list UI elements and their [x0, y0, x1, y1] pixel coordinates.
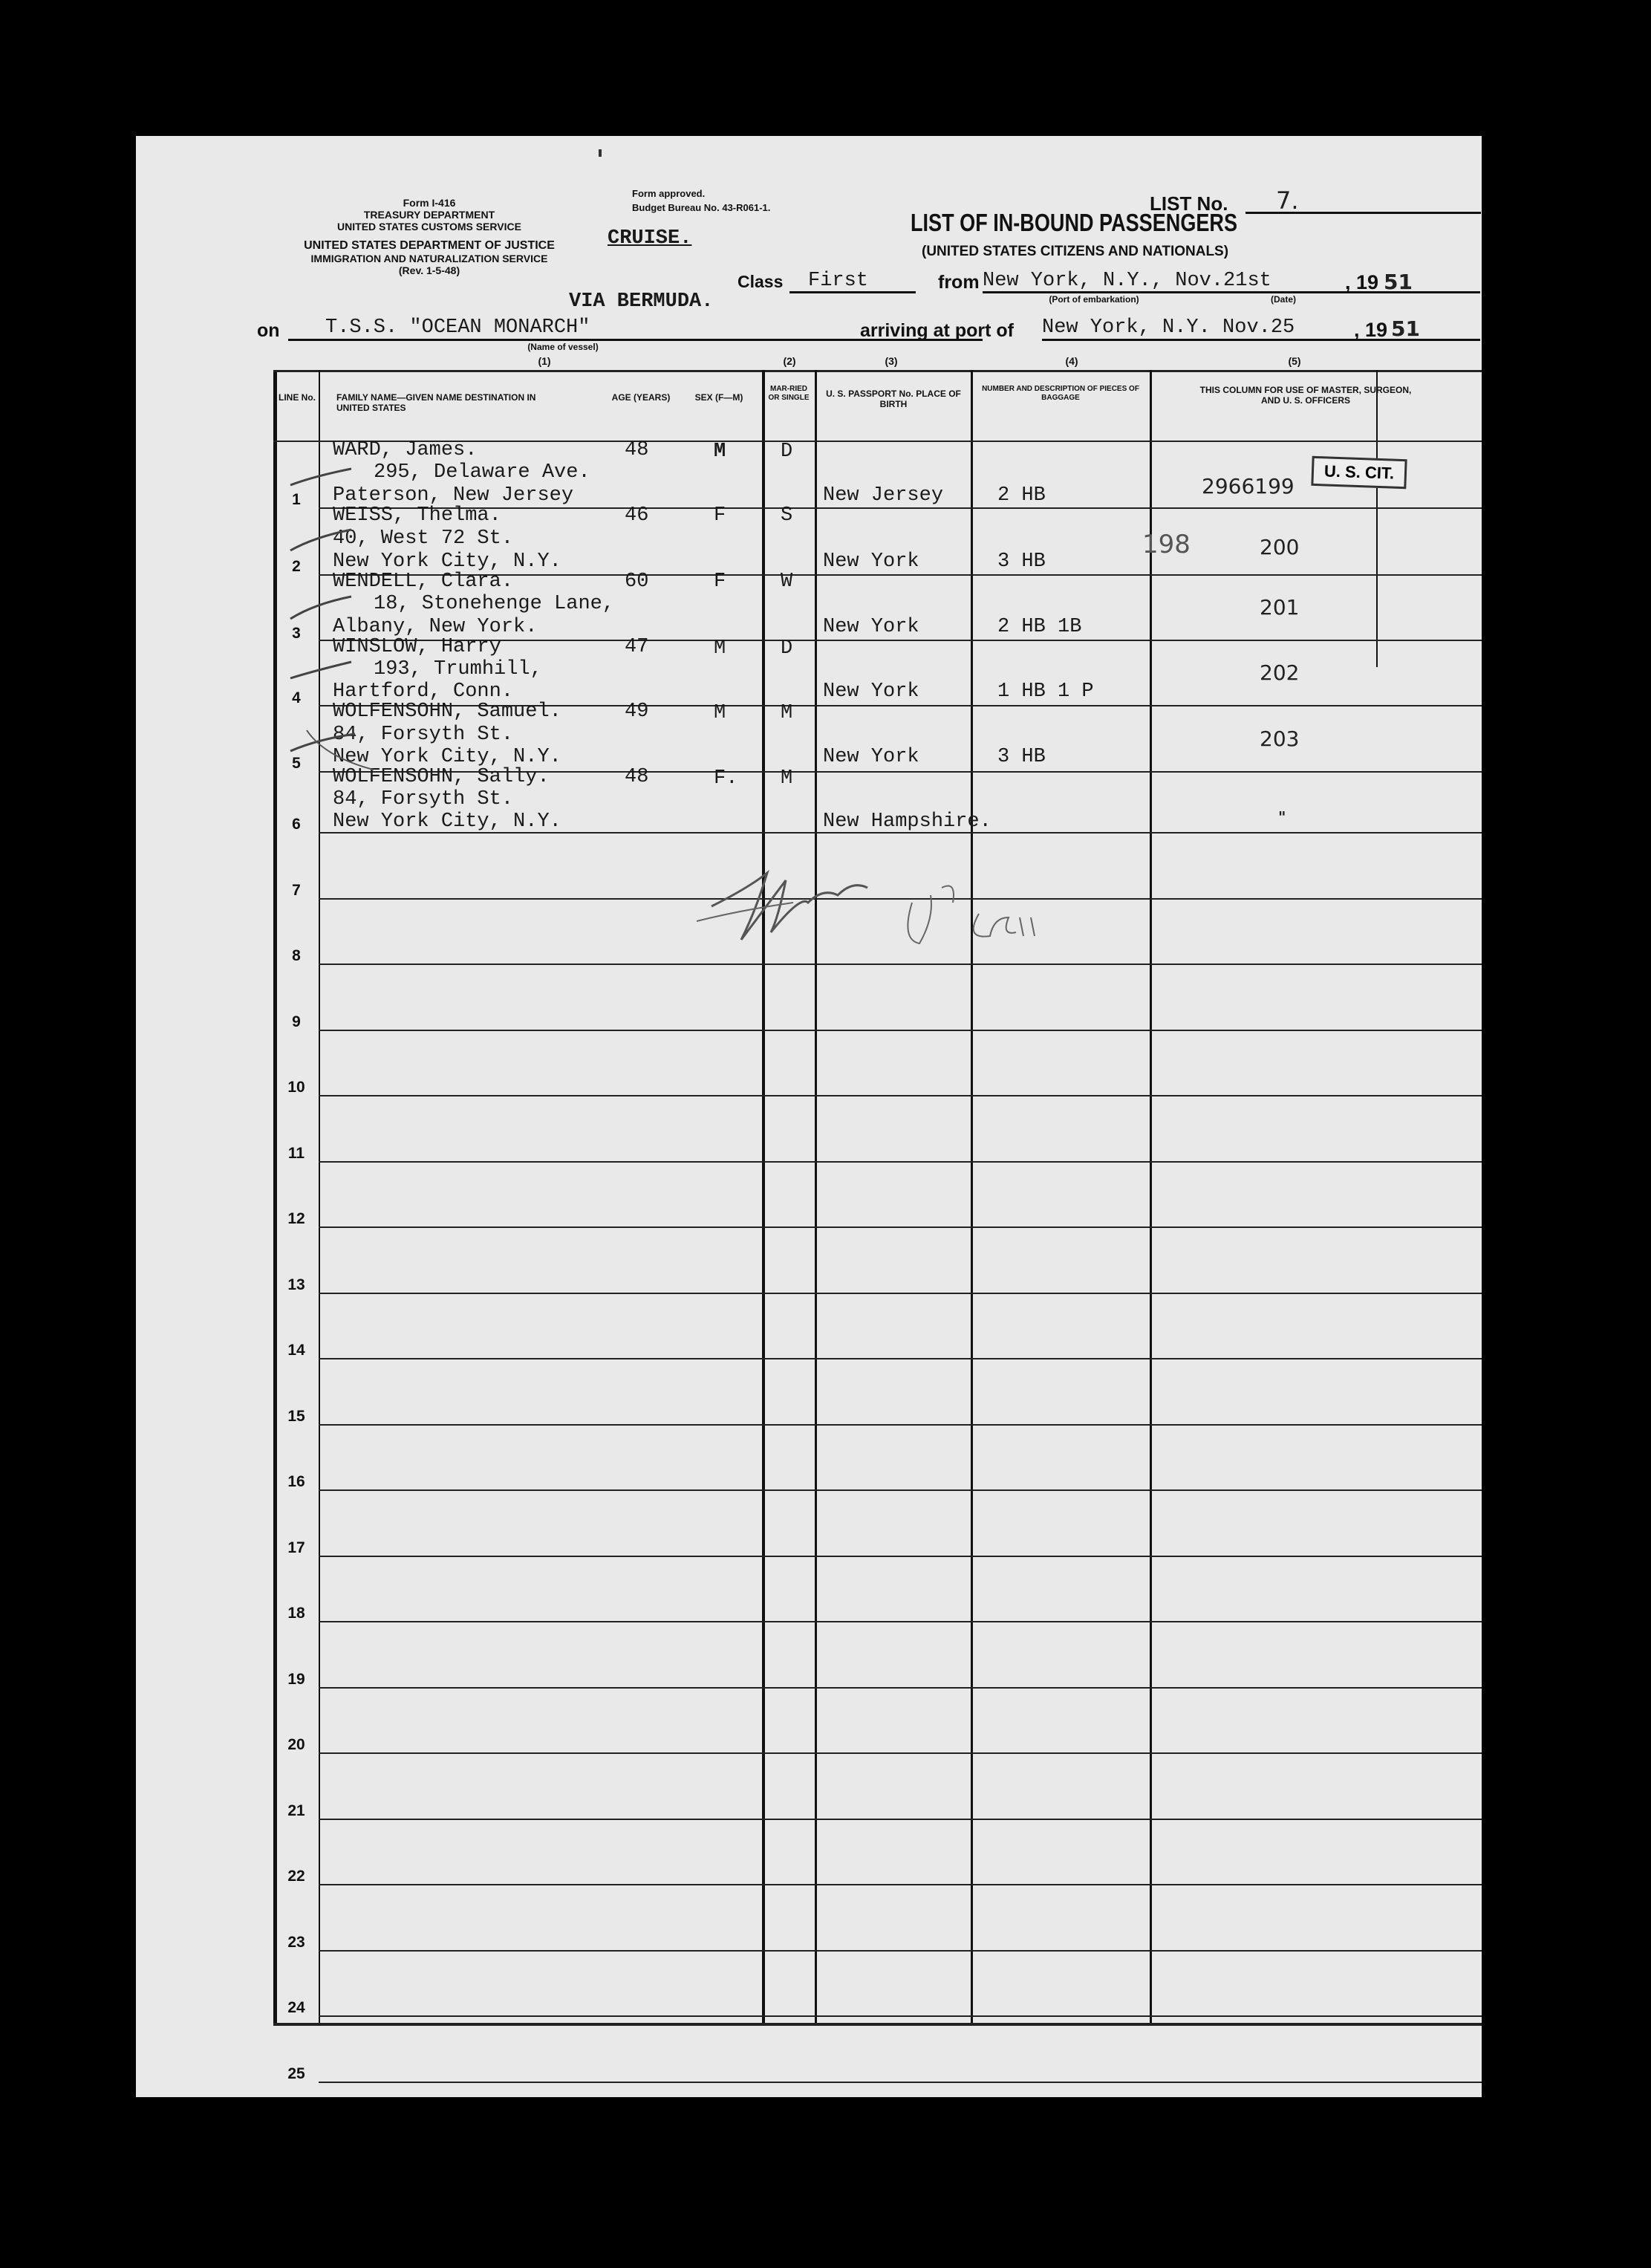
passenger-birthplace: New York [823, 616, 919, 638]
col-number-5: (5) [1288, 355, 1301, 367]
class-value: First [808, 270, 869, 292]
line-number: 12 [287, 1210, 305, 1227]
passenger-sex: F [714, 571, 726, 593]
class-underline [789, 291, 916, 293]
passenger-marital: S [781, 504, 793, 527]
passenger-city: New York City, N.Y. [333, 550, 561, 573]
passenger-marital: D [781, 637, 793, 660]
passenger-name: WARD, James. [333, 439, 478, 461]
line-number: 24 [287, 1999, 305, 2016]
line-number: 18 [287, 1605, 305, 1622]
row-line [319, 1095, 1482, 1096]
passenger-city: New York City, N.Y. [333, 746, 561, 768]
passenger-address: 84, Forsyth St. [333, 788, 514, 810]
line-number: 13 [287, 1276, 305, 1293]
passenger-birthplace: New York [823, 680, 919, 703]
row-line [319, 1424, 1482, 1426]
line-number: 6 [292, 816, 301, 833]
line-number: 22 [287, 1868, 305, 1885]
passenger-birthplace: New York [823, 746, 919, 768]
check-mark-icon [290, 469, 351, 485]
line-number: 2 [292, 558, 301, 575]
officer-number: 201 [1260, 595, 1300, 620]
check-mark-icon [290, 530, 351, 550]
table-top-border [273, 370, 1482, 372]
passenger-city: Paterson, New Jersey [333, 484, 574, 507]
list-no-underline [1245, 212, 1481, 214]
passenger-name: WOLFENSOHN, Sally. [333, 766, 550, 788]
line-number: 9 [292, 1013, 301, 1030]
header-married: MAR-RIED OR SINGLE [768, 385, 810, 402]
agency-customs: UNITED STATES CUSTOMS SERVICE [337, 221, 521, 233]
passenger-address: 40, West 72 St. [333, 527, 514, 550]
row-line [319, 1687, 1482, 1689]
passenger-sex: M [714, 702, 726, 724]
officer-extra-number: 198 [1142, 530, 1191, 559]
header-baggage: NUMBER AND DESCRIPTION OF PIECES OF BAGGAGE [982, 385, 1139, 402]
manifest-title: LIST OF IN-BOUND PASSENGERS [911, 209, 1238, 236]
row-line [319, 1752, 1482, 1754]
table-left-border [273, 370, 277, 2023]
passenger-name: WENDELL, Clara. [333, 571, 514, 593]
line-number: 10 [287, 1079, 305, 1096]
port-caption: (Port of embarkation) [1049, 294, 1139, 305]
on-label: on [257, 320, 280, 341]
passenger-address: 18, Stonehenge Lane, [374, 593, 615, 615]
line-number: 3 [292, 625, 301, 642]
from-year-prefix: , 19 [1345, 271, 1379, 293]
row-line [319, 1293, 1482, 1294]
passenger-baggage: 3 HB [997, 550, 1046, 573]
arriving-year-prefix: , 19 [1354, 319, 1388, 341]
line-number: 21 [287, 1802, 305, 1819]
col-number-3: (3) [885, 355, 898, 367]
row-line [319, 1358, 1482, 1359]
line-number: 11 [287, 1145, 305, 1162]
row-line [319, 1950, 1482, 1952]
passenger-age: 49 [625, 701, 649, 723]
manifest-subtitle: (UNITED STATES CITIZENS AND NATIONALS) [922, 244, 1229, 259]
form-revision: (Rev. 1-5-48) [398, 264, 460, 276]
line-number: 23 [287, 1934, 305, 1951]
row-line [319, 1819, 1482, 1820]
budget-bureau: Budget Bureau No. 43-R061-1. [632, 202, 771, 213]
header-officers: THIS COLUMN FOR USE OF MASTER, SURGEON, AND U. S. OFFICERS [1199, 385, 1412, 406]
passenger-age: 46 [625, 504, 649, 527]
arriving-value: New York, N.Y. Nov.25 [1042, 316, 1295, 339]
vessel-name: T.S.S. "OCEAN MONARCH" [325, 316, 590, 339]
header-age: AGE (YEARS) [611, 392, 671, 403]
passenger-birthplace: New Hampshire. [823, 810, 991, 833]
row-line [319, 2015, 1482, 2017]
line-number: 20 [287, 1736, 305, 1753]
passenger-city: Hartford, Conn. [333, 680, 514, 703]
line-number: 5 [292, 755, 301, 772]
line-number: 1 [292, 491, 301, 508]
row-line [319, 1161, 1482, 1163]
passenger-baggage: 3 HB [997, 746, 1046, 768]
passenger-baggage: 1 HB 1 P [997, 680, 1094, 703]
col-divider-baggage [971, 370, 973, 2023]
from-label: from [938, 272, 980, 293]
passenger-marital: M [781, 767, 793, 790]
from-value: New York, N.Y., Nov.21st [983, 270, 1271, 292]
header-passport: U. S. PASSPORT No. PLACE OF BIRTH [826, 389, 961, 409]
row-line [319, 1489, 1482, 1491]
list-no-value: 7. [1276, 186, 1299, 215]
line-number: 17 [287, 1539, 305, 1556]
col-divider-officers [1150, 370, 1152, 2023]
agency-treasury: TREASURY DEPARTMENT [363, 209, 495, 221]
passenger-age: 60 [625, 571, 649, 593]
officer-number: 200 [1260, 535, 1300, 559]
list-no-label: LIST No. [1150, 192, 1228, 215]
passenger-name: WEISS, Thelma. [333, 504, 501, 527]
passenger-address: 193, Trumhill, [374, 658, 542, 680]
via-route: VIA BERMUDA. [569, 290, 714, 313]
passenger-marital: M [781, 702, 793, 724]
officer-ditto: " [1278, 808, 1286, 826]
officer-number: 2966199 [1202, 474, 1295, 498]
officer-number: 202 [1260, 660, 1300, 685]
col-divider-officers-inner [1376, 370, 1378, 667]
header-name: FAMILY NAME—GIVEN NAME DESTINATION IN UNITED STATES [336, 392, 536, 413]
line-number: 15 [287, 1408, 305, 1425]
table-bottom-border [273, 2023, 1482, 2026]
row-line [319, 964, 1482, 965]
row-line [319, 1556, 1482, 1557]
passenger-age: 47 [625, 636, 649, 658]
passenger-baggage: 2 HB [997, 484, 1046, 507]
row-line [319, 2082, 1482, 2083]
cruise-label: CRUISE. [608, 227, 692, 250]
passenger-birthplace: New York [823, 550, 919, 573]
passenger-age: 48 [625, 766, 649, 788]
col-number-1: (1) [538, 355, 551, 367]
line-number: 14 [287, 1342, 305, 1359]
agency-justice: UNITED STATES DEPARTMENT OF JUSTICE [304, 239, 555, 252]
officer-number: 203 [1260, 727, 1300, 751]
header-line-no: LINE No. [279, 392, 316, 403]
line-number: 7 [292, 882, 301, 899]
passenger-age: 48 [625, 439, 649, 461]
check-marks [284, 463, 374, 805]
top-mark [599, 149, 602, 157]
passenger-sex: F [714, 504, 726, 527]
row-line [319, 1621, 1482, 1622]
agency-ins: IMMIGRATION AND NATURALIZATION SERVICE [310, 253, 548, 264]
row-line [319, 1030, 1482, 1031]
arriving-underline [1042, 339, 1480, 341]
check-mark-icon [290, 662, 351, 678]
check-mark-icon [307, 730, 374, 782]
passenger-sex: M [714, 637, 726, 660]
manifest-page [136, 136, 1482, 2097]
passenger-address: 295, Delaware Ave. [374, 461, 590, 484]
row-line [319, 1884, 1482, 1885]
class-label: Class [737, 272, 784, 291]
row-line [319, 1226, 1482, 1228]
check-mark-icon [290, 734, 355, 751]
passenger-name: WINSLOW, Harry [333, 636, 501, 658]
passenger-sex: F. [714, 767, 738, 790]
col-number-2: (2) [783, 355, 796, 367]
line-number: 4 [292, 689, 301, 706]
date-caption: (Date) [1270, 294, 1296, 305]
line-number: 8 [292, 947, 301, 964]
passenger-marital: D [781, 441, 793, 463]
line-number: 19 [287, 1671, 305, 1688]
passenger-marital: W [781, 571, 793, 593]
us-citizen-stamp: U. S. CIT. [1311, 456, 1407, 489]
header-sex: SEX (F—M) [694, 392, 743, 403]
passenger-city: New York City, N.Y. [333, 810, 561, 833]
vessel-caption: (Name of vessel) [527, 342, 599, 352]
passenger-address: 84, Forsyth St. [333, 724, 514, 746]
col-number-4: (4) [1065, 355, 1078, 367]
col-divider-passport [815, 370, 817, 2023]
col-divider-married-left [762, 370, 764, 2023]
passenger-name: WOLFENSOHN, Samuel. [333, 701, 561, 723]
arriving-year: 51 [1391, 316, 1420, 341]
inspector-signature-icon [697, 858, 1053, 955]
line-number: 16 [287, 1473, 305, 1490]
from-year: 51 [1384, 270, 1413, 294]
form-number: Form I-416 [403, 197, 456, 209]
line-number: 25 [287, 2065, 305, 2082]
form-approved: Form approved. [632, 188, 706, 199]
passenger-sex: M [714, 441, 726, 463]
passenger-birthplace: New Jersey [823, 484, 944, 507]
passenger-city: Albany, New York. [333, 616, 538, 638]
check-mark-icon [290, 597, 351, 619]
passenger-baggage: 2 HB 1B [997, 616, 1082, 638]
arriving-label: arriving at port of [860, 320, 1014, 341]
